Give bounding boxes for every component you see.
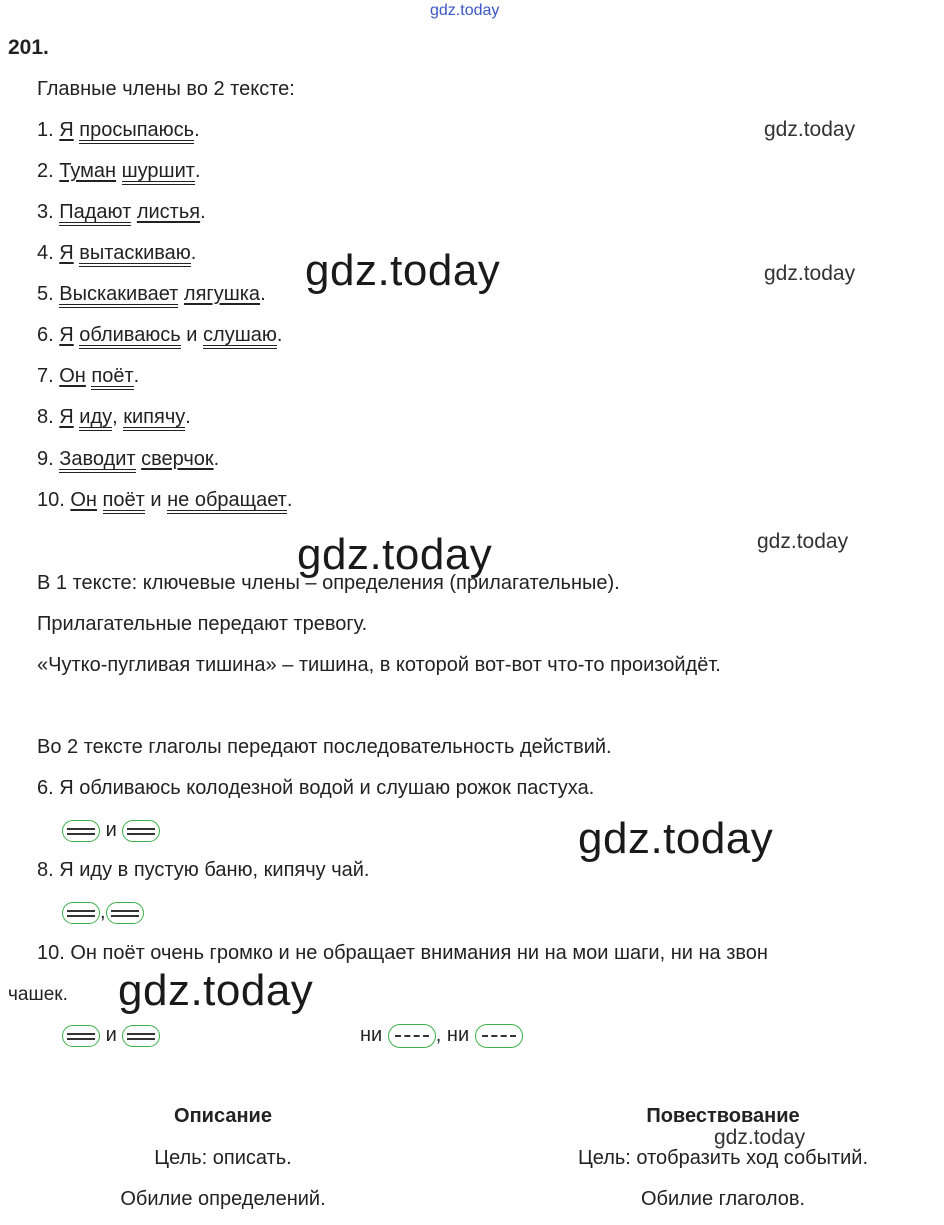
punctuation: . — [200, 201, 206, 223]
watermark-top: gdz.today — [430, 2, 500, 19]
predicate-word: иду — [79, 407, 112, 431]
predicate-word: просыпаюсь — [79, 120, 194, 144]
punctuation: . — [133, 365, 140, 387]
sentence-line — [37, 364, 139, 390]
subject-word: сверчок — [141, 448, 214, 470]
example-10-line2: чашек. — [8, 984, 68, 1005]
sentence-line — [37, 447, 219, 473]
predicate-scheme-icon — [122, 820, 160, 842]
sentence-line — [37, 241, 196, 267]
sentence-line — [37, 200, 206, 226]
predicate-word: поёт — [91, 366, 133, 390]
watermark-small: gdz.today — [764, 262, 856, 285]
sentence-line — [37, 282, 266, 308]
sentence-number: 10. — [37, 489, 65, 511]
table-goal-narration: Цель: отобразить ход событий. — [577, 1147, 869, 1169]
punctuation: и — [144, 489, 168, 511]
subject-word: лягушка — [183, 283, 261, 305]
punctuation: . — [194, 119, 200, 141]
table-heading-narration: Повествование — [646, 1105, 800, 1127]
predicate-scheme-icon — [62, 820, 100, 842]
watermark-small: gdz.today — [714, 1126, 806, 1149]
punctuation: . — [286, 489, 293, 511]
comma: , — [100, 901, 106, 923]
watermark-small: gdz.today — [764, 118, 856, 141]
table-feature-narration: Обилие глаголов. — [640, 1188, 806, 1210]
main-members-heading: Главные члены во 2 тексте: — [37, 78, 295, 100]
predicate-word: не обращает — [167, 490, 287, 514]
predicate-word: Заводит — [59, 449, 135, 473]
scheme-10-objects — [360, 1023, 523, 1048]
sentence-line — [37, 405, 191, 431]
scheme-8 — [62, 900, 144, 924]
object-scheme-icon — [388, 1024, 436, 1048]
punctuation: . — [190, 242, 197, 264]
sentence-line — [37, 488, 292, 514]
watermark-big: gdz.today — [578, 814, 774, 863]
sentence-number: 7. — [37, 365, 54, 387]
punctuation: . — [276, 324, 283, 346]
text1-line: В 1 тексте: ключевые члены – определения (прилагательные). — [37, 572, 620, 594]
ni-label: , ни — [435, 1024, 470, 1046]
text1-line: Прилагательные передают тревогу. — [37, 613, 368, 635]
predicate-word: Выскакивает — [59, 284, 178, 308]
sentence-line — [37, 159, 201, 185]
predicate-scheme-icon — [106, 902, 144, 924]
punctuation: . — [213, 448, 220, 470]
watermark-big: gdz.today — [118, 966, 314, 1015]
subject-word: листья — [136, 201, 201, 223]
example-8: 8. Я иду в пустую баню, кипячу чай. — [37, 859, 370, 881]
sentence-number: 9. — [37, 448, 54, 470]
example-10-line1: 10. Он поёт очень громко и не обращает внимания ни на мои шаги, ни на звон — [37, 942, 768, 964]
punctuation: и — [180, 324, 204, 346]
subject-word: Я — [59, 242, 74, 264]
conjunction-and: и — [105, 819, 117, 841]
punctuation: . — [260, 283, 266, 305]
sentence-number: 8. — [37, 406, 54, 428]
subject-word: Я — [59, 324, 74, 346]
sentence-number: 4. — [37, 242, 54, 264]
subject-word: Туман — [59, 160, 117, 182]
exercise-number: 201. — [8, 36, 49, 59]
example-6: 6. Я обливаюсь колодезной водой и слушаю рожок пастуха. — [37, 777, 595, 799]
subject-word: Я — [59, 119, 74, 141]
watermark-small: gdz.today — [757, 530, 849, 553]
object-scheme-icon — [475, 1024, 523, 1048]
punctuation: . — [194, 160, 201, 182]
watermark-big: gdz.today — [297, 530, 493, 579]
table-feature-description: Обилие определений. — [120, 1188, 326, 1210]
sentence-number: 2. — [37, 160, 54, 182]
table-goal-description: Цель: описать. — [154, 1147, 292, 1169]
table-heading-description: Описание — [174, 1105, 272, 1127]
predicate-scheme-icon — [122, 1025, 160, 1047]
text2-intro: Во 2 тексте глаголы передают последовательность действий. — [37, 736, 612, 758]
punctuation: . — [185, 406, 191, 428]
sentence-number: 5. — [37, 283, 54, 305]
subject-word: Я — [59, 406, 74, 428]
sentence-number: 1. — [37, 119, 54, 141]
predicate-word: шуршит — [122, 161, 195, 185]
conjunction-and: и — [105, 1024, 117, 1046]
punctuation: , — [112, 406, 124, 428]
sentence-line — [37, 118, 200, 144]
scheme-10-predicates — [62, 1023, 160, 1047]
predicate-word: слушаю — [203, 325, 277, 349]
sentence-line — [37, 323, 282, 349]
subject-word: Он — [70, 489, 97, 511]
predicate-scheme-icon — [62, 902, 100, 924]
text1-line: «Чутко-пугливая тишина» – тишина, в которой вот-вот что-то произойдёт. — [37, 654, 721, 676]
predicate-word: Падают — [59, 202, 131, 226]
sentence-number: 3. — [37, 201, 54, 223]
predicate-scheme-icon — [62, 1025, 100, 1047]
sentence-number: 6. — [37, 324, 54, 346]
ni-label: ни — [360, 1024, 383, 1046]
predicate-word: вытаскиваю — [79, 243, 191, 267]
watermark-big: gdz.today — [305, 246, 501, 295]
scheme-6 — [62, 818, 160, 842]
predicate-word: обливаюсь — [79, 325, 180, 349]
predicate-word: поёт — [103, 490, 145, 514]
subject-word: Он — [59, 365, 86, 387]
predicate-word: кипячу — [123, 407, 185, 431]
